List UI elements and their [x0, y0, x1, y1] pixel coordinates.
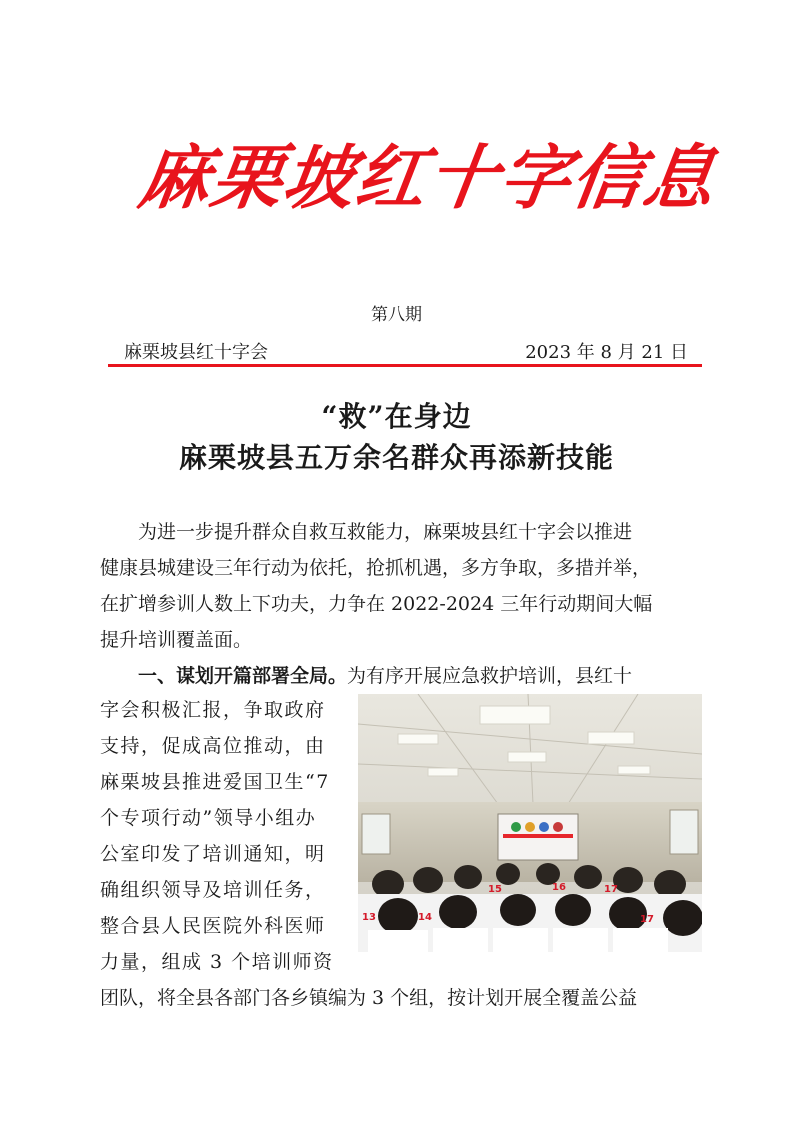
article-body [100, 514, 700, 694]
seat-number: 17 [640, 914, 654, 925]
masthead-title: 麻栗坡红十字信息 [134, 136, 722, 219]
paragraph-1 [100, 514, 700, 550]
wrap-line: 整合县人民医院外科医师 [100, 915, 326, 937]
wrapped-text-column [100, 692, 352, 980]
seat-number: 16 [552, 882, 566, 893]
wrap-line: 麻栗坡县推进爱国卫生“7 [100, 771, 330, 793]
training-hall-illustration [358, 694, 702, 952]
seat-number: 15 [488, 884, 502, 895]
seat-number: 17 [604, 884, 618, 895]
publisher-name: 麻栗坡县红十字会 [124, 342, 268, 363]
paragraph-2 [100, 658, 700, 694]
wrap-line: 字会积极汇报，争取政府 [100, 699, 326, 721]
publication-line [110, 338, 700, 362]
seat-number: 13 [362, 912, 376, 923]
wrap-line: 确组织领导及培训任务， [100, 879, 326, 901]
wrap-line: 力量，组成 3 个培训师资 [100, 951, 334, 973]
wrap-line: 公室印发了培训通知，明 [100, 843, 326, 865]
article-title-line2: 麻栗坡县五万余名群众再添新技能 [178, 441, 614, 474]
para1-line1: 为进一步提升群众自救互救能力，麻栗坡县红十字会以推进 [138, 521, 633, 543]
para1-line3: 在扩增参训人数上下功夫，力争在 2022-2024 三年行动期间大幅 [100, 593, 653, 615]
wrap-line: 个专项行动”领导小组办 [100, 807, 317, 829]
issue-number: 第八期 [371, 305, 422, 325]
wrap-line: 支持，促成高位推动，由 [100, 735, 326, 757]
section-heading: 一、谋划开篇部署全局。 [138, 665, 348, 687]
header-divider [108, 364, 702, 367]
seat-number: 14 [418, 912, 432, 923]
para2-first-line: 为有序开展应急救护培训，县红十 [347, 665, 633, 687]
training-hall-photo [358, 694, 702, 952]
article-title-line1: “救”在身边 [321, 400, 472, 433]
publication-date: 2023 年 8 月 21 日 [525, 342, 688, 363]
para1-line2: 健康县城建设三年行动为依托，抢抓机遇，多方争取，多措并举， [100, 557, 652, 579]
paragraph-2-continued: 团队，将全县各部门各乡镇编为 3 个组，按计划开展全覆盖公益 [100, 987, 638, 1009]
para1-line4: 提升培训覆盖面。 [100, 629, 253, 651]
